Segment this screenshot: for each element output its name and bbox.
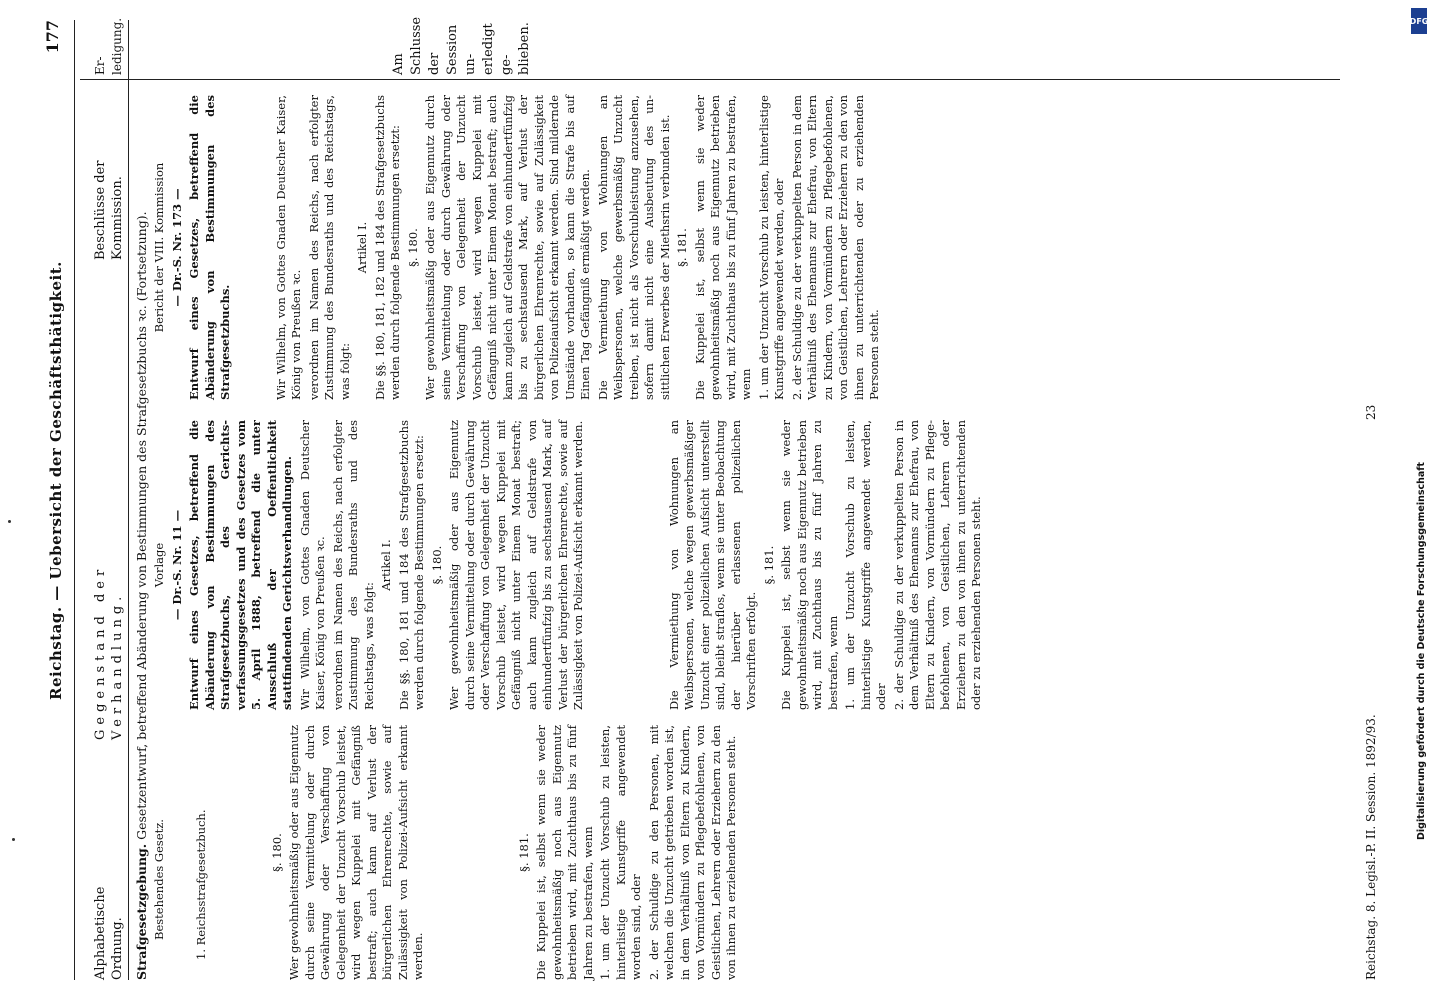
col-header-disposition: Erledigung. (93, 17, 124, 75)
commission-s181-intro: Die Kuppelei ist, selbst wenn sie weder gewohnheitsmäßig noch aus Eigennutz betrieben wird, mit Zuchthaus bis zu fünf Jahren zu bestrafen, wenn (692, 95, 753, 400)
existing-law-heading: Bestehendes Gesetz. (152, 819, 166, 940)
commission-s181-item-1: 1. um der Unzucht Vorschub zu leisten, hinterlistige Kunstgriffe angewendet werden, oder (756, 95, 786, 400)
existing-s180-text: Wer gewohnheitsmäßig oder aus Eigennutz durch seine Vermittelung oder durch Gewährung oder Verschaffung von Gelegenheit der Unzucht Vorschub leistet, wird wegen Kuppelei mit Gefängniß bestraft; auch kann auf Verlust der bürgerlichen Ehrenrechte, sowie auf Zulässigkeit von Polizei-Aufsicht erkannt werden. (287, 725, 425, 980)
vorlage-s181-item-1: 1. um der Unzucht Vorschub zu leisten, hinterlistige Kunstgriffe angewendet werden, oder (843, 420, 888, 710)
column-existing-law (180, 725, 742, 980)
vorlage-article-text: Die §§. 180, 181 und 184 des Strafgesetzbuchs werden durch folgende Bestimmungen ersetzt: (396, 420, 426, 710)
vorlage-article: Artikel I. (379, 539, 393, 591)
scan-dot (12, 838, 15, 841)
commission-s180-title: §. 180. (405, 228, 420, 267)
vorlage-s180-para2: Die Vermiethung von Wohnungen an Weibspersonen, welche wegen gewerbsmäßiger Unzucht einer polizeilichen Aufsicht unterstellt sind, bleibt straflos, wenn sie unter Beobachtung der hierüber erlassenen polizeilichen Vorschriften erfolgt. (666, 420, 758, 710)
commission-s181-item-2: 2. der Schuldige zu der verkuppelten Person in dem Verhältniß des Ehemanns zur Ehefrau, von Eltern zu Kindern, von Vormündern zu Pflegebefohlenen, von Geistlichen, Lehrern oder Erziehern zu den von ihnen zu unterrichtenden oder zu erziehenden Personen steht. (789, 95, 881, 400)
commission-title: Entwurf eines Gesetzes, betreffend die Abänderung von Bestimmungen des Strafgesetzbuchs. (187, 95, 232, 400)
column-vorlage (152, 420, 987, 710)
header-rule (128, 20, 129, 980)
scan-dot (8, 520, 11, 523)
topic-line (134, 80, 150, 980)
commission-preamble-2: verordnen im Namen des Reichs, nach erfolgter Zustimmung des Bundesraths und des Reichstags, was folgt: (306, 95, 352, 400)
column-divider-disposition (80, 79, 1340, 80)
commission-article: Artikel I. (355, 221, 369, 274)
vorlage-s181-title: §. 181. (761, 545, 776, 585)
vorlage-preamble: Wir Wilhelm, von Gottes Gnaden Deutscher Kaiser, König von Preußen ꝛc. (297, 420, 327, 710)
existing-s181-title: §. 181. (516, 833, 531, 872)
commission-s180-text: Wer gewohnheitsmäßig oder aus Eigennutz durch seine Vermittelung oder durch Gewährung oder Verschaffung von Gelegenheit der Unzucht Vorschub leistet, wird wegen Kuppelei mit Gefängniß nicht unter Einem Monat bestraft; auch kann zugleich auf Geldstrafe von einhundertfünfzig bis zu sechstausend Mark, auf Verlust der bürgerlichen Ehrenrechte, sowie auf Zulässigkeit von Polizeiaufsicht erkannt werden. Sind mildernde Umstände vorhanden, so kann die Strafe bis auf Einen Tag Gefängniß ermäßigt werden. (423, 95, 592, 400)
commission-s181-title: §. 181. (675, 228, 689, 267)
col-header-alpha: Alphabetische Ordnung. (93, 886, 125, 980)
commission-s180-para2: Die Vermiethung von Wohnungen an Weibspersonen, welche gewerbsmäßig Unzucht treiben, ist nicht als Vorschubleistung anzusehen, sofern damit nicht eine Ausbeutung des unsittlichen Erwerbes der Miethsrin verbunden ist. (595, 95, 672, 400)
topic-title: Strafgesetzgebung. (134, 843, 149, 980)
dfg-logo: DFG (1411, 8, 1427, 34)
page-number: 177 (43, 20, 62, 54)
commission-report: Bericht der VIII. Kommission (152, 162, 166, 333)
digitization-credit: Digitalisierung gefördert durch die Deutsche Forschungsgemeinschaft (1416, 462, 1427, 840)
signature-mark: 23 (1364, 404, 1378, 420)
existing-s181-intro: Die Kuppelei ist, selbst wenn sie weder gewohnheitsmäßig noch aus Eigennutz betrieben wird, mit Zuchthaus bis zu fünf Jahren zu bestrafen, wenn (534, 725, 595, 980)
existing-s181-item-1: 1. um der Unzucht Vorschub zu leisten, hinterlistige Kunstgriffe angewendet worden sind, oder (598, 725, 643, 980)
vorlage-preamble-2: verordnen im Namen des Reichs, nach erfolgter Zustimmung des Bundesraths und des Reichstags, was folgt: (330, 420, 376, 710)
vorlage-s180-text: Wer gewohnheitsmäßig oder aus Eigennutz durch seine Vermittelung oder durch Gewährung oder Verschaffung von Gelegenheit der Unzucht Vorschub leistet, wird wegen Kuppelei mit Gefängniß nicht unter Einem Monat bestraft; auch kann zugleich auf Geldstrafe von einhundertfünfzig bis zu sechstausend Mark, auf Verlust der bürgerlichen Ehrenrechte, sowie auf Zulässigkeit von Polizei-Aufsicht erkannt werden. (447, 420, 585, 710)
commission-article-text: Die §§. 180, 181, 182 und 184 des Strafgesetzbuchs werden durch folgende Bestimmungen ersetzt: (372, 95, 402, 400)
page-content (40, 16, 1400, 980)
vorlage-s181-item-2: 2. der Schuldige zu der verkuppelten Person in dem Verhältniß des Ehemanns zur Ehefrau, von Eltern zu Kindern, von Vormündern zu Pflegebefohlenen, von Geistlichen, Lehrern oder Erziehern zu den von ihnen zu unterrichtenden oder zu erziehenden Personen steht. (891, 420, 983, 710)
col-header-subject: Gegenstand der Verhandlung. (93, 564, 125, 740)
commission-ref: — Dr.-S. Nr. 173 — (169, 188, 184, 307)
vorlage-s180-title: §. 180. (429, 545, 444, 585)
commission-preamble: Wir Wilhelm, von Gottes Gnaden Deutscher Kaiser, König von Preußen ꝛc. (273, 95, 303, 400)
col-header-commission: Beschlüsse der Kommission. (93, 160, 125, 260)
running-title: Reichstag. — Uebersicht der Geschäftsthätigkeit. (47, 261, 65, 700)
vorlage-label: Vorlage (152, 542, 166, 588)
existing-item: 1. Reichsstrafgesetzbuch. (194, 809, 208, 960)
running-header (40, 20, 75, 980)
page-footer: Reichstag. 8. Legisl.-P. II. Session. 1892/93. (1364, 714, 1378, 980)
vorlage-s181-intro: Die Kuppelei ist, selbst wenn sie weder gewohnheitsmäßig noch aus Eigennutz betrieben wird, mit Zuchthaus bis zu fünf Jahren zu bestrafen, wenn (779, 420, 840, 710)
topic-rest: Gesetzentwurf, betreffend Abänderung von Bestimmungen des Strafgesetzbuchs ꝛc. (Fortsetzung). (134, 211, 149, 840)
vorlage-title: Entwurf eines Gesetzes, betreffend die Abänderung von Bestimmungen des Strafgesetzbuchs, des Gerichtsverfassungsgesetzes und des Gesetzes vom 5. April 1888, betreffend die unter Ausschluß der Oeffentlichkeit stattfindenden Gerichtsverhandlungen. (187, 420, 294, 710)
vorlage-ref: — Dr.-S. Nr. 11 — (169, 509, 184, 621)
existing-s181-item-2: 2. der Schuldige zu den Personen, mit welchen die Unzucht getrieben worden ist, in dem Verhältniß von Eltern zu Kindern, von Vormündern zu Pflegebefohlenen, von Geistlichen, Lehrern oder Erziehern zu den von ihnen zu erziehenden Personen steht. (646, 725, 738, 980)
column-disposition: Am Schlusse der Session unerledigt geblieben. (391, 16, 532, 75)
existing-s180-title: §. 180. (269, 833, 284, 872)
column-commission (152, 95, 885, 400)
